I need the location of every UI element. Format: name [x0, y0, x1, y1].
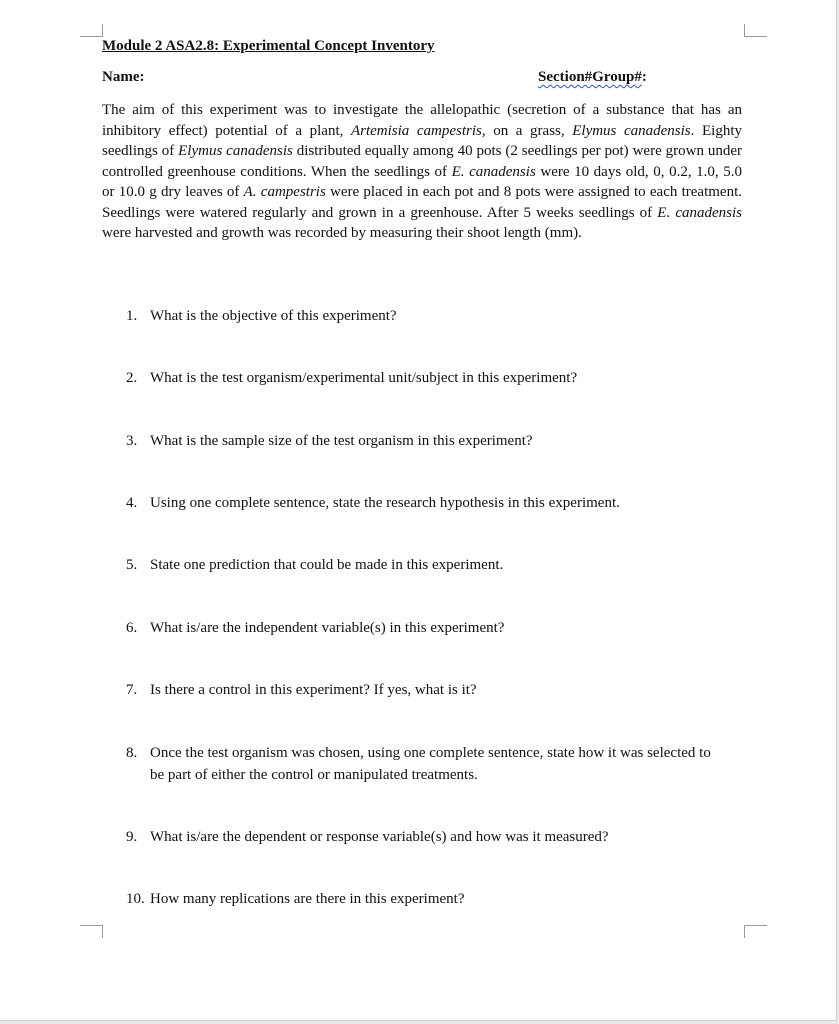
- aim-text: The aim of this experiment was to investigate the allelopathic (secretion of a substance that has an inhibitory effect) potential of a plant,: [102, 102, 742, 139]
- question-text: State one prediction that could be made in this experiment.: [150, 557, 504, 573]
- aim-text: were 10 days old, 0, 0.2, 1.0, 5.0 or 10.0 g dry leaves of: [102, 163, 742, 200]
- name-label: Name:: [102, 69, 145, 85]
- question-item: [126, 888, 716, 910]
- question-text: Using one complete sentence, state the research hypothesis in this experiment.: [150, 495, 620, 511]
- question-number: 6.: [126, 620, 138, 636]
- question-text: What is the objective of this experiment?: [150, 308, 397, 324]
- question-number: 3.: [126, 433, 138, 449]
- section-group-label: [538, 69, 647, 86]
- question-item: [126, 679, 716, 701]
- question-text: What is/are the dependent or response variable(s) and how was it measured?: [150, 829, 609, 845]
- section-group-text: Section#Group#: [538, 69, 642, 85]
- aim-text: distributed equally among 40 pots (2 seedlings per pot) were grown under controlled greenhouse conditions. When the seedlings of: [102, 143, 742, 180]
- experiment-description: [102, 100, 742, 244]
- species-name: Elymus canadensis: [572, 122, 691, 139]
- question-item: [126, 305, 716, 327]
- question-text: What is the test organism/experimental unit/subject in this experiment?: [150, 370, 578, 386]
- aim-text: were harvested and growth was recorded by measuring their shoot length (mm).: [102, 225, 582, 241]
- crop-mark-top-left: [80, 24, 103, 37]
- question-text: What is/are the independent variable(s) in this experiment?: [150, 620, 505, 636]
- question-text: Is there a control in this experiment? If yes, what is it?: [150, 682, 477, 698]
- species-name: E. canadensis: [451, 163, 536, 180]
- question-number: 9.: [126, 829, 138, 845]
- species-name: Artemisia campestris,: [350, 122, 486, 139]
- question-text: What is the sample size of the test organism in this experiment?: [150, 433, 533, 449]
- question-number: 8.: [126, 745, 138, 761]
- question-number: 1.: [126, 308, 138, 324]
- document-title: Module 2 ASA2.8: Experimental Concept Inventory: [102, 38, 435, 54]
- aim-text: on a grass,: [485, 122, 573, 139]
- question-item: [126, 617, 716, 639]
- question-text: Once the test organism was chosen, using one complete sentence, state how it was selected to be part of either the control or manipulated treatments.: [150, 745, 711, 783]
- question-text: How many replications are there in this experiment?: [150, 891, 465, 907]
- species-name: E. canadensis: [657, 204, 742, 221]
- question-item: [126, 367, 716, 389]
- species-name: Elymus canadensis: [178, 143, 293, 159]
- question-number: 7.: [126, 682, 138, 698]
- question-item: [126, 492, 716, 514]
- question-number: 5.: [126, 557, 138, 573]
- question-number: 10.: [126, 891, 145, 907]
- crop-mark-bottom-left: [80, 925, 103, 938]
- question-item: [126, 742, 716, 786]
- question-number: 4.: [126, 495, 138, 511]
- aim-text: were placed in each pot and 8 pots were assigned to each treatment. Seedlings were watered regularly and grown in a greenhouse. After 5 weeks seedlings of: [102, 184, 742, 221]
- question-item: [126, 826, 716, 848]
- question-item: [126, 554, 716, 576]
- species-name: A. campestris: [243, 184, 326, 200]
- question-number: 2.: [126, 370, 138, 386]
- crop-mark-bottom-right: [744, 925, 767, 938]
- aim-text: . Eighty seedlings of: [102, 122, 742, 159]
- section-group-colon: :: [641, 69, 647, 85]
- question-item: [126, 430, 716, 452]
- crop-mark-top-right: [744, 24, 767, 37]
